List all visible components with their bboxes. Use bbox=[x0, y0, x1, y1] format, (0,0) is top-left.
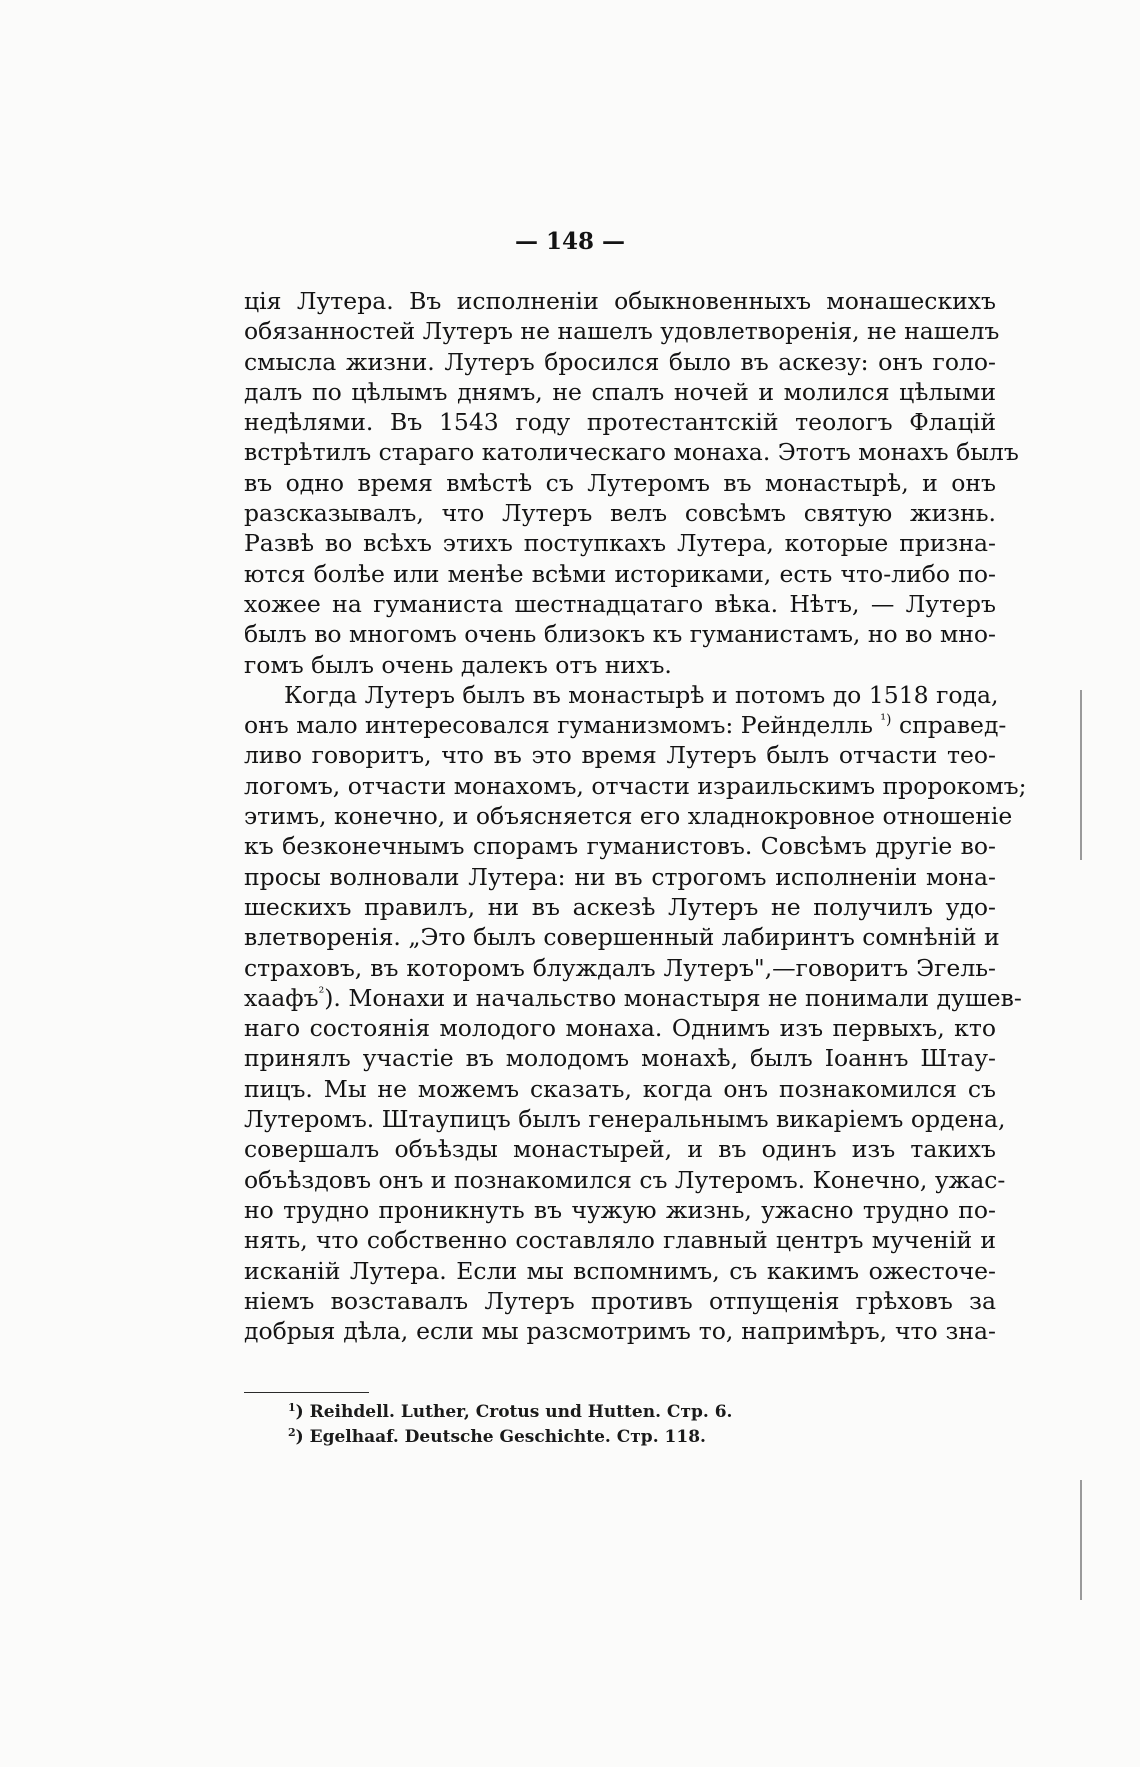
text-line: принялъ участіе въ молодомъ монахѣ, былъ Іоаннъ Штау- bbox=[244, 1044, 996, 1073]
footnote-2 bbox=[288, 1425, 732, 1450]
text-line: нять, что собственно составляло главный центръ мученій и bbox=[244, 1226, 996, 1255]
footnote-number: 1 bbox=[288, 1401, 296, 1414]
footnote-ref-2[interactable]: ² bbox=[318, 984, 325, 1001]
text-line: просы волновали Лутера: ни въ строгомъ исполненіи мона- bbox=[244, 862, 996, 891]
text-line: смысла жизни. Лутеръ бросился было въ аскезу: онъ голо- bbox=[244, 347, 996, 376]
text-line: къ безконечнымъ спорамъ гуманистовъ. Совсѣмъ другіе во- bbox=[244, 832, 996, 861]
footnote-1 bbox=[288, 1400, 732, 1425]
scan-margin-mark bbox=[1080, 1480, 1082, 1600]
text-line: недѣлями. Въ 1543 году протестантскій теологъ Флацій bbox=[244, 408, 996, 437]
text-line: встрѣтилъ стараго католическаго монаха. Этотъ монахъ былъ bbox=[244, 438, 1019, 467]
footnote-number: 2 bbox=[288, 1426, 296, 1439]
text-line: ція Лутера. Въ исполненіи обыкновенныхъ монашескихъ bbox=[244, 287, 996, 315]
text-line: логомъ, отчасти монахомъ, отчасти израильскимъ пророкомъ; bbox=[244, 771, 1027, 800]
text-line: добрыя дѣла, если мы разсмотримъ то, напримѣръ, что зна- bbox=[244, 1317, 996, 1346]
text-line: влетворенія. „Это былъ совершенный лабиринтъ сомнѣній и bbox=[244, 923, 1000, 952]
text-line: шескихъ правилъ, ни въ аскезѣ Лутеръ не получилъ удо- bbox=[244, 892, 996, 921]
text-line: хожее на гуманиста шестнадцатаго вѣка. Нѣтъ, — Лутеръ bbox=[244, 589, 996, 618]
page-number: — 148 — bbox=[514, 228, 626, 255]
text-line: наго состоянія молодого монаха. Однимъ изъ первыхъ, кто bbox=[244, 1014, 996, 1043]
text-line: страховъ, въ которомъ блуждалъ Лутеръ",—говоритъ Эгель- bbox=[244, 953, 996, 982]
text-line: пицъ. Мы не можемъ сказать, когда онъ познакомился съ bbox=[244, 1074, 996, 1103]
text-line: Развѣ во всѣхъ этихъ поступкахъ Лутера, которые призна- bbox=[244, 529, 996, 558]
text-segment: онъ мало интересовался гуманизмомъ: Рейнделль bbox=[244, 711, 873, 740]
text-line: разсказывалъ, что Лутеръ велъ совсѣмъ святую жизнь. bbox=[244, 499, 996, 528]
text-line: въ одно время вмѣстѣ съ Лутеромъ въ монастырѣ, и онъ bbox=[244, 468, 996, 497]
text-line: обязанностей Лутеръ не нашелъ удовлетворенія, не нашелъ bbox=[244, 317, 1000, 346]
text-line: Лутеромъ. Штаупицъ былъ генеральнымъ викаріемъ ордена, bbox=[244, 1105, 1006, 1134]
text-line: Когда Лутеръ былъ въ монастырѣ и потомъ до 1518 года, bbox=[284, 680, 999, 709]
text-line-with-footnote bbox=[244, 983, 1022, 1013]
text-line: далъ по цѣлымъ днямъ, не спалъ ночей и молился цѣлыми bbox=[244, 377, 996, 406]
text-line: этимъ, конечно, и объясняется его хладнокровное отношеніе bbox=[244, 802, 1013, 831]
footnotes bbox=[288, 1400, 732, 1450]
text-line: былъ во многомъ очень близокъ къ гуманистамъ, но во мно- bbox=[244, 620, 996, 649]
text-line: исканій Лутера. Если мы вспомнимъ, съ какимъ ожесточе- bbox=[244, 1256, 996, 1285]
footnote-divider bbox=[244, 1392, 369, 1393]
text-segment: хаафъ bbox=[244, 983, 319, 1012]
footnote-text: ) Reihdell. Luther, Crotus und Hutten. Стр. 6. bbox=[295, 1402, 733, 1422]
text-line: ливо говоритъ, что въ это время Лутеръ былъ отчасти тео- bbox=[244, 741, 996, 770]
text-segment: ). Монахи и начальство монастыря не понимали душев- bbox=[324, 983, 1022, 1012]
body-text bbox=[244, 286, 1027, 1346]
text-line: гомъ былъ очень далекъ отъ нихъ. bbox=[244, 650, 672, 679]
footnote-ref-1[interactable]: ¹) bbox=[880, 712, 892, 729]
text-line: ніемъ возставалъ Лутеръ противъ отпущенія грѣховъ за bbox=[244, 1286, 996, 1315]
footnote-text: ) Egelhaaf. Deutsche Geschichte. Стр. 118. bbox=[295, 1427, 706, 1447]
scan-margin-mark bbox=[1080, 690, 1082, 860]
text-segment: справед- bbox=[898, 711, 1007, 740]
text-line-with-footnote bbox=[244, 710, 1007, 740]
text-line: но трудно проникнуть въ чужую жизнь, ужасно трудно по- bbox=[244, 1195, 996, 1224]
text-line: ются болѣе или менѣе всѣми историками, есть что-либо по- bbox=[244, 559, 996, 588]
text-line: объѣздовъ онъ и познакомился съ Лутеромъ. Конечно, ужас- bbox=[244, 1165, 1006, 1194]
text-line: совершалъ объѣзды монастырей, и въ одинъ изъ такихъ bbox=[244, 1135, 996, 1164]
